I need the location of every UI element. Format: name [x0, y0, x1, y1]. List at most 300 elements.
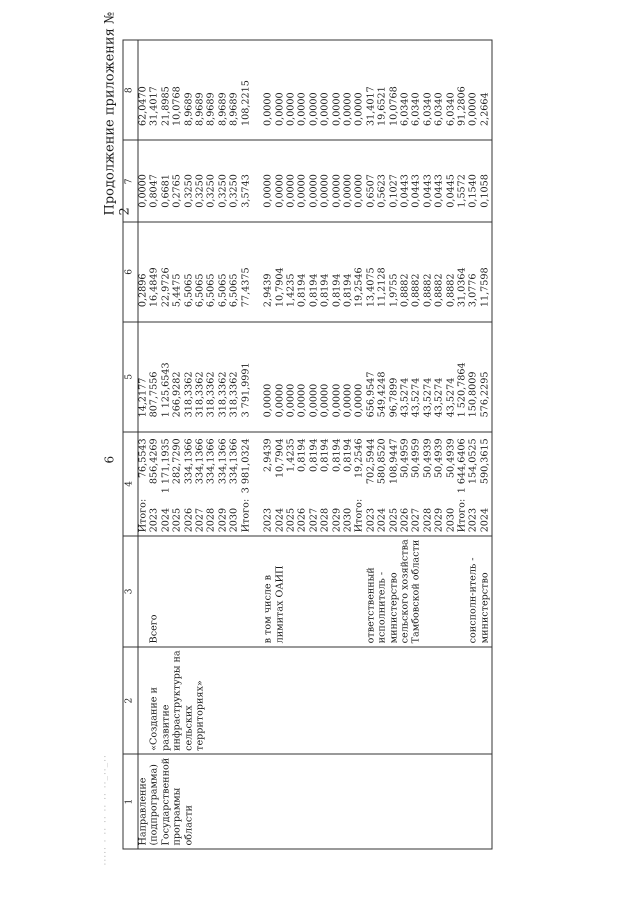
value-year-total: 0,8194	[307, 437, 319, 472]
table-cell: 0,0000	[343, 321, 354, 431]
table-cell	[252, 754, 263, 849]
table-cell: 14,2177	[138, 321, 150, 431]
value-year-total: 0,8194	[296, 437, 308, 472]
table-cell	[446, 535, 457, 646]
table-cell: 0,0443	[411, 140, 422, 222]
year-label: 2028	[319, 507, 331, 532]
table-cell	[172, 431, 183, 535]
table-cell: 0,0000	[468, 40, 479, 140]
table-cell	[457, 646, 468, 754]
table-cell: 0,0443	[434, 140, 445, 222]
table-cell: 0,0000	[286, 40, 297, 140]
year-label: Итого:	[137, 498, 148, 532]
table-cell	[480, 431, 492, 535]
table-row	[446, 40, 457, 849]
table-cell: 0,2896	[138, 222, 150, 321]
table-cell: 576,2295	[480, 321, 492, 431]
table-cell: 0,0443	[400, 140, 411, 222]
table-cell: 0,3250	[218, 140, 229, 222]
table-cell	[184, 431, 195, 535]
table-row	[434, 40, 445, 849]
table-cell: 19,2546	[354, 222, 365, 321]
value-year-total: 0,8194	[330, 437, 342, 472]
column-header: 5	[123, 321, 138, 431]
table-cell: 0,3250	[184, 140, 195, 222]
table-cell: 8,9689	[218, 40, 229, 140]
value-year-total: 702,5944	[364, 437, 376, 484]
table-cell	[241, 754, 252, 849]
table-row	[275, 40, 286, 849]
year-label: 2027	[193, 507, 205, 532]
year-label: Итого:	[353, 498, 365, 532]
table-cell: 0,1540	[468, 140, 479, 222]
table-cell: 6,5065	[195, 222, 206, 321]
table-cell	[320, 431, 331, 535]
table-cell: 0,5623	[377, 140, 388, 222]
table-cell: (подпрограмма)	[149, 754, 160, 849]
table-cell: 0,0000	[263, 40, 274, 140]
table-cell: 0,8882	[411, 222, 422, 321]
table-cell	[468, 431, 479, 535]
year-label: 2025	[387, 507, 399, 532]
table-cell	[252, 431, 263, 535]
table-cell: 266,9282	[172, 321, 183, 431]
table-cell: 1,4235	[286, 222, 297, 321]
table-cell: 0,0000	[297, 321, 308, 431]
table-cell: 0,0000	[286, 321, 297, 431]
table-cell: 11,7598	[480, 222, 492, 321]
table-cell: Государственной	[161, 754, 172, 849]
value-year-total: 1 644,6406	[455, 437, 467, 493]
table-cell	[423, 431, 434, 535]
table-cell	[332, 754, 343, 849]
table-cell	[434, 535, 445, 646]
table-cell: 0,8194	[343, 222, 354, 321]
table-cell: 0,0000	[297, 40, 308, 140]
table-cell: 0,0000	[286, 140, 297, 222]
table-cell: 6,5065	[229, 222, 240, 321]
table-cell	[195, 754, 206, 849]
table-cell	[286, 754, 297, 849]
table-cell	[138, 535, 150, 646]
year-label: 2027	[307, 507, 319, 532]
table-cell	[457, 535, 468, 646]
value-year-total: 50,4939	[421, 437, 433, 478]
year-label: 2026	[296, 507, 308, 532]
table-cell: 13,4075	[366, 222, 377, 321]
table-row	[263, 40, 274, 849]
value-year-total: 76,5543	[137, 437, 148, 478]
table-cell	[468, 646, 479, 754]
table-cell	[286, 535, 297, 646]
table-cell: соисполн-итель -	[468, 535, 479, 646]
table-cell: 0,0000	[332, 321, 343, 431]
table-cell: 0,0000	[275, 140, 286, 222]
table-cell: 31,4017	[149, 40, 160, 140]
table-cell: в том числе в	[263, 535, 274, 646]
table-row	[161, 40, 172, 849]
table-cell	[161, 431, 172, 535]
table-cell: 0,0443	[423, 140, 434, 222]
table-cell: министерство	[389, 535, 400, 646]
table-cell: 31,0364	[457, 222, 468, 321]
table-cell	[389, 754, 400, 849]
table-cell: сельских	[184, 646, 195, 754]
table-cell	[161, 535, 172, 646]
table-cell: 6,5065	[218, 222, 229, 321]
year-label: Итого:	[239, 498, 251, 532]
table-cell: 0,8882	[446, 222, 457, 321]
table-cell	[206, 646, 217, 754]
table-cell	[297, 754, 308, 849]
table-cell	[480, 754, 492, 849]
value-year-total: 856,4269	[148, 437, 160, 484]
table-cell: 1 125,6543	[161, 321, 172, 431]
table-cell	[354, 535, 365, 646]
table-cell	[320, 646, 331, 754]
table-cell: программы	[172, 754, 183, 849]
column-header: 3	[123, 535, 138, 646]
table-cell: Направление	[138, 754, 150, 849]
year-label: 2025	[285, 507, 297, 532]
table-row	[309, 40, 320, 849]
table-row	[354, 40, 365, 849]
table-cell	[343, 535, 354, 646]
table-cell: 96,7899	[389, 321, 400, 431]
table-cell: 150,8009	[468, 321, 479, 431]
table-cell: 6,0340	[423, 40, 434, 140]
value-year-total: 1 171,1935	[159, 437, 171, 493]
value-year-total: 334,1366	[193, 437, 205, 484]
table-cell: 43,5274	[411, 321, 422, 431]
table-cell: 0,6681	[161, 140, 172, 222]
table-cell	[366, 754, 377, 849]
table-cell	[354, 431, 365, 535]
table-cell: ответственный	[366, 535, 377, 646]
year-label: 2029	[433, 507, 445, 532]
table-row	[400, 40, 411, 849]
table-cell	[400, 646, 411, 754]
column-header: 7	[123, 140, 138, 222]
table-cell	[389, 431, 400, 535]
table-cell: 0,8194	[332, 222, 343, 321]
year-label: 2023	[364, 507, 376, 532]
year-label: 2024	[273, 507, 285, 532]
table-cell	[480, 646, 492, 754]
value-year-total: 19,2546	[353, 437, 365, 478]
table-cell	[229, 535, 240, 646]
table-cell: 108,2215	[241, 40, 252, 140]
column-header: 1	[123, 754, 138, 849]
table-cell: 318,3362	[229, 321, 240, 431]
table-cell: 549,4248	[377, 321, 388, 431]
table-cell	[275, 431, 286, 535]
budget-table	[122, 39, 492, 849]
table-cell: 0,8882	[434, 222, 445, 321]
table-row	[286, 40, 297, 849]
table-row	[297, 40, 308, 849]
table-cell: 0,3250	[195, 140, 206, 222]
table-cell: 1,9755	[389, 222, 400, 321]
table-cell	[229, 431, 240, 535]
table-row	[480, 40, 492, 849]
table-cell: 318,3362	[206, 321, 217, 431]
table-cell	[457, 754, 468, 849]
table-cell	[423, 754, 434, 849]
table-cell	[275, 646, 286, 754]
year-label: 2026	[398, 507, 410, 532]
year-label: 2029	[216, 507, 228, 532]
table-cell	[377, 754, 388, 849]
table-cell: 3 791,9991	[241, 321, 252, 431]
value-year-total: 108,9447	[387, 437, 399, 484]
table-cell	[286, 431, 297, 535]
table-cell: области	[184, 754, 195, 849]
table-cell	[297, 646, 308, 754]
column-header: 4	[123, 431, 138, 535]
table-cell: 6,0340	[400, 40, 411, 140]
column-header: 8	[123, 40, 138, 140]
table-cell	[332, 431, 343, 535]
table-cell: 0,0000	[309, 321, 320, 431]
value-year-total: 334,1366	[182, 437, 194, 484]
table-row	[320, 40, 331, 849]
table-cell: развитие	[161, 646, 172, 754]
year-label: 2028	[421, 507, 433, 532]
table-cell: 0,0000	[354, 140, 365, 222]
value-year-total: 154,0525	[467, 437, 479, 484]
value-year-total: 334,1366	[205, 437, 217, 484]
value-year-total: 3 981,0324	[239, 437, 251, 493]
table-cell: 0,0000	[263, 140, 274, 222]
table-cell: 43,5274	[423, 321, 434, 431]
year-label: 2023	[467, 507, 479, 532]
table-cell	[218, 646, 229, 754]
table-cell	[309, 431, 320, 535]
table-cell	[343, 431, 354, 535]
table-cell	[366, 431, 377, 535]
table-row	[252, 40, 263, 849]
page-number: 6	[102, 455, 116, 463]
table-cell	[423, 646, 434, 754]
table-cell: 6,5065	[206, 222, 217, 321]
table-cell	[457, 431, 468, 535]
column-header: 6	[123, 222, 138, 321]
table-cell	[263, 431, 274, 535]
table-cell: 6,5065	[184, 222, 195, 321]
table-cell: 0,0000	[343, 140, 354, 222]
table-row	[366, 40, 377, 849]
table-cell: 318,3362	[184, 321, 195, 431]
table-cell	[184, 535, 195, 646]
table-cell	[400, 431, 411, 535]
table-cell	[138, 431, 150, 535]
table-cell	[320, 535, 331, 646]
table-cell: 0,0000	[354, 40, 365, 140]
table-row	[457, 40, 468, 849]
table-cell	[218, 535, 229, 646]
column-header: 2	[123, 646, 138, 754]
table-cell: 0,3250	[229, 140, 240, 222]
table-row	[218, 40, 229, 849]
table-cell	[411, 431, 422, 535]
table-cell: 0,0000	[275, 321, 286, 431]
table-cell: сельского хозяйства	[400, 535, 411, 646]
table-cell	[149, 431, 160, 535]
table-cell: 0,0000	[309, 40, 320, 140]
year-label: 2029	[330, 507, 342, 532]
table-cell	[446, 431, 457, 535]
table-cell: 0,0000	[320, 140, 331, 222]
table-cell: 77,4375	[241, 222, 252, 321]
table-cell: 0,0445	[446, 140, 457, 222]
table-cell	[332, 535, 343, 646]
table-cell: 0,0000	[332, 140, 343, 222]
table-cell: 0,1058	[480, 140, 492, 222]
table-cell: 0,8882	[400, 222, 411, 321]
table-cell: 0,1027	[389, 140, 400, 222]
table-cell	[423, 535, 434, 646]
table-cell	[434, 754, 445, 849]
table-cell: 318,3362	[218, 321, 229, 431]
table-cell	[297, 431, 308, 535]
year-label: 2023	[148, 507, 160, 532]
table-cell	[434, 431, 445, 535]
value-year-total: 50,4959	[410, 437, 422, 478]
table-cell: министерство	[480, 535, 492, 646]
table-cell: 0,0000	[332, 40, 343, 140]
table-cell	[297, 535, 308, 646]
table-cell: инфраструктуры на	[172, 646, 183, 754]
table-cell	[195, 535, 206, 646]
table-cell: 0,3250	[206, 140, 217, 222]
table-cell: 11,2128	[377, 222, 388, 321]
table-row	[241, 40, 252, 849]
value-year-total: 0,8194	[319, 437, 331, 472]
table-cell: 6,0340	[446, 40, 457, 140]
table-cell	[229, 754, 240, 849]
value-year-total: 334,1366	[228, 437, 240, 484]
table-cell	[218, 431, 229, 535]
table-cell: 8,9689	[206, 40, 217, 140]
year-label: Итого:	[455, 498, 467, 532]
table-cell	[354, 646, 365, 754]
table-cell	[389, 646, 400, 754]
table-cell: 0,8194	[297, 222, 308, 321]
table-cell	[275, 754, 286, 849]
table-cell: 0,0000	[138, 140, 150, 222]
table-cell: 0,8194	[309, 222, 320, 321]
year-label: 2030	[228, 507, 240, 532]
year-label: 2028	[205, 507, 217, 532]
table-row	[149, 40, 160, 849]
table-cell	[229, 646, 240, 754]
value-year-total: 334,1366	[216, 437, 228, 484]
table-cell: 0,8047	[149, 140, 160, 222]
table-cell: 43,5274	[400, 321, 411, 431]
table-cell	[343, 646, 354, 754]
table-cell	[446, 646, 457, 754]
table-row	[184, 40, 195, 849]
table-cell: 31,4017	[366, 40, 377, 140]
table-cell	[252, 646, 263, 754]
table-cell: 0,2765	[172, 140, 183, 222]
table-cell: 656,9547	[366, 321, 377, 431]
table-cell: 3,5743	[241, 140, 252, 222]
year-label: 2030	[444, 507, 456, 532]
table-cell: 0,8194	[320, 222, 331, 321]
table-cell	[320, 754, 331, 849]
year-label: 2025	[171, 507, 183, 532]
table-cell: «Создание и	[149, 646, 160, 754]
table-cell: 10,7904	[275, 222, 286, 321]
table-cell	[411, 754, 422, 849]
value-year-total: 580,8520	[376, 437, 388, 484]
table-row	[468, 40, 479, 849]
table-cell	[252, 535, 263, 646]
table-cell	[309, 535, 320, 646]
table-cell	[252, 140, 263, 222]
table-cell: 0,0000	[354, 321, 365, 431]
value-year-total: 590,3615	[478, 437, 490, 484]
table-cell	[309, 646, 320, 754]
table-cell	[400, 754, 411, 849]
table-cell	[218, 754, 229, 849]
table-cell: 0,0000	[275, 40, 286, 140]
table-cell: 0,0000	[320, 40, 331, 140]
table-cell: 807,7556	[149, 321, 160, 431]
table-row	[206, 40, 217, 849]
table-cell: 22,9726	[161, 222, 172, 321]
table-row	[389, 40, 400, 849]
table-cell: 62,0470	[138, 40, 150, 140]
value-year-total: 50,4939	[433, 437, 445, 478]
table-cell	[377, 431, 388, 535]
table-cell	[366, 646, 377, 754]
table-cell: 8,9689	[195, 40, 206, 140]
table-cell: 6,0340	[434, 40, 445, 140]
table-header-row	[123, 40, 138, 849]
table-cell: 0,0000	[343, 40, 354, 140]
table-body	[138, 40, 492, 849]
table-cell: 43,5274	[434, 321, 445, 431]
table-cell: 8,9689	[229, 40, 240, 140]
table-cell: 3,0776	[468, 222, 479, 321]
table-cell	[354, 754, 365, 849]
table-cell	[252, 222, 263, 321]
value-year-total: 282,7290	[171, 437, 183, 484]
table-cell	[263, 754, 274, 849]
table-row	[332, 40, 343, 849]
table-cell: 10,0768	[172, 40, 183, 140]
year-label: 2024	[159, 507, 171, 532]
value-year-total: 0,8194	[342, 437, 354, 472]
table-cell	[446, 754, 457, 849]
table-cell: 6,0340	[411, 40, 422, 140]
table-cell: 1,5572	[457, 140, 468, 222]
table-cell: Всего	[149, 535, 160, 646]
value-year-total: 1,4235	[285, 437, 297, 472]
table-cell: 0,0000	[320, 321, 331, 431]
table-cell: 16,4849	[149, 222, 160, 321]
table-row	[229, 40, 240, 849]
value-year-total: 10,7904	[273, 437, 285, 478]
table-cell: 0,0000	[263, 321, 274, 431]
table-cell	[468, 754, 479, 849]
table-cell	[252, 321, 263, 431]
year-label: 2024	[478, 507, 490, 532]
table-cell: 0,8882	[423, 222, 434, 321]
